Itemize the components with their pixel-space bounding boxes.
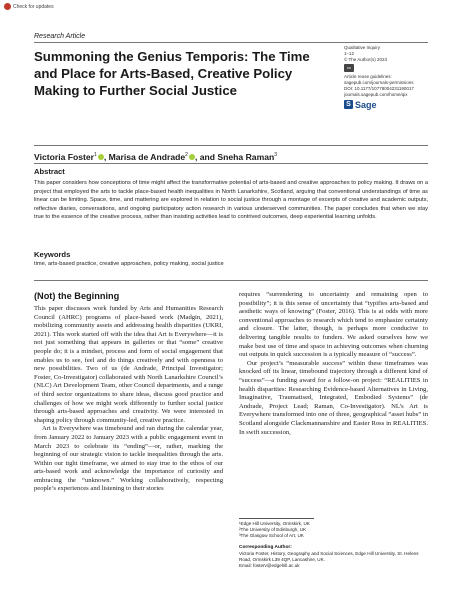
- journal-meta: [344, 45, 439, 109]
- author-name: Marisa de Andrade: [108, 152, 186, 162]
- permissions-link[interactable]: sagepub.com/journals-permissions: [344, 80, 414, 85]
- sage-wordmark: Sage: [355, 99, 377, 110]
- footnote-divider: [239, 518, 314, 519]
- page-range: 1–12: [344, 51, 355, 56]
- affiliation: ²The University of Edinburgh, UK: [239, 527, 307, 532]
- cc-license-icon: cc: [344, 64, 354, 72]
- author-list: Victoria Foster$^1$ , Marisa de Andrade$^2$ , and Sneha Raman$^3$: [34, 152, 278, 162]
- journal-name: Qualitative Inquiry: [344, 45, 381, 50]
- copyright: © The Author(s) 2023: [344, 57, 388, 62]
- check-updates-label: Check for updates: [13, 3, 54, 10]
- abstract-body: This paper considers how conceptions of time might affect the transformative potential of arts-based and creative approaches to policy making. It draws on a project that employed the arts to tackle place-based health inequalities in North Lanarkshire, Scotland, arguing that conventional understandings of time as linear can be limiting. Space, time, and mattering are explored in relation to social justice through a montage of excerpts of creative and academic outputs, reflective diaries, conversations, and ongoing participatory action research in various underserved communities. The paper concludes that when we stay true to the essence of the creative process, rather than insisting activities lead to contrived outcomes, deep experiential learning unfolds.: [34, 180, 428, 221]
- doi-link[interactable]: DOI: 10.1177/10778004231190017: [344, 86, 414, 91]
- abstract-heading: Abstract: [34, 167, 65, 176]
- affiliation: ³The Glasgow School of Art, UK: [239, 533, 304, 538]
- keywords-heading: Keywords: [34, 250, 71, 259]
- article-type: Research Article: [34, 33, 86, 40]
- sage-s-icon: S: [344, 100, 353, 109]
- paragraph: Art is Everywhere was timebound and ran during the calendar year, from January 2022 to January 2023 with a public engagement event in March 2023 to celebrate its “ending”—or, rather, marking the beginning of our strategic vision to tackle inequalities through the arts. Within our tight timeframe, we aimed to stay true to the ethos of our arts-based work and acknowledge the importance of curiosity and embracing the “unknown.” Working collaboratively, respecting people’s experiences and listening to their stories: [34, 425, 223, 493]
- author-name: Sneha Raman: [217, 152, 275, 162]
- title-divider: [34, 145, 428, 146]
- affiliation: ¹Edge Hill University, Ormskirk, UK: [239, 521, 310, 526]
- paragraph: Our project’s “measurable success” within these timeframes was knocked off its linear, timebound trajectory through a different kind of “success”—a funding award for a follow-on project: “REALITIES in health disparities: Researching Evidence-based Alternatives in Living, Imaginative, Traumatised, Integrated, Embodied Systems” (de Andrade, Project Lead; Raman, Co-Investigator). NL’s Art is Everywhere transformed into one of three, geographical “asset hubs” in Scotland alongside Clackmannanshire and Easter Ross in REALITIES. In swift succession,: [239, 359, 428, 436]
- body-divider: [34, 280, 428, 281]
- paper-title: Summoning the Genius Temporis: The Time and Place for Arts-Based, Creative Policy Making to Further Social Justice: [34, 49, 310, 98]
- corresponding-address: Victoria Foster, History, Geography and Social Sciences, Edge Hill University, St. Helens Road, Ormskirk L39 4QP, Lancashire, UK.: [239, 551, 419, 562]
- corresponding-email[interactable]: Email: fosterv@edgehill.ac.uk: [239, 563, 300, 568]
- check-for-updates-link[interactable]: [4, 3, 54, 10]
- corresponding-author-heading: Corresponding Author:: [239, 545, 292, 550]
- sage-logo: [344, 100, 439, 109]
- keywords-list: time, arts-based practice, creative approaches, policy making, social justice: [34, 261, 224, 267]
- header-divider: [34, 42, 428, 43]
- left-column: [34, 305, 223, 494]
- paragraph: requires “surrendering to uncertainty and remaining open to possibility”; it is this sense of uncertainty that “typifies arts-based and aesthetic ways of knowing” (Foster, 2016). This is at odds with more conventional approaches to research which tend to emphasize certainty and closure. The latter, though, is perhaps more conducive to delivering tangible results to funders. We asked ourselves how we make best use of time and space in achieving outcomes when churning out outputs in quick succession is a typically measure of “success”.: [239, 291, 428, 359]
- journal-url[interactable]: journals.sagepub.com/home/qix: [344, 92, 408, 97]
- section-heading: (Not) the Beginning: [34, 291, 120, 301]
- right-column: [239, 291, 428, 437]
- author-name: Victoria Foster: [34, 152, 95, 162]
- affiliations: [239, 521, 428, 539]
- reuse-guidelines: Article reuse guidelines:: [344, 74, 392, 79]
- check-updates-icon: [4, 3, 11, 10]
- corresponding-author: [239, 551, 428, 569]
- authors-divider: [34, 163, 428, 164]
- paragraph: This paper discusses work funded by Arts and Humanities Research Council (AHRC) programs of place-based work (Madgin, 2021), mobilizing community assets and addressing health disparities (UKRI, 2021). This work started off with the idea that Art is Everywhere—it is not just something that appears in galleries or that “some” creative people do; it is a mindset, process and form of social engagement that enables us to see, feel and do things creatively and with openness to new possibilities. Two of us (de Andrade, Principal Investigator; Foster, Co-Investigator) collaborated with North Lanarkshire Council’s (NLC) Art Development Team, other Council departments, and a range of third sector organizations to share ideas, discuss good practice and challenges of how we might work differently to further social justice through arts-based approaches and creativity. We were interested in shaping policy through community-led, creative practice.: [34, 305, 223, 424]
